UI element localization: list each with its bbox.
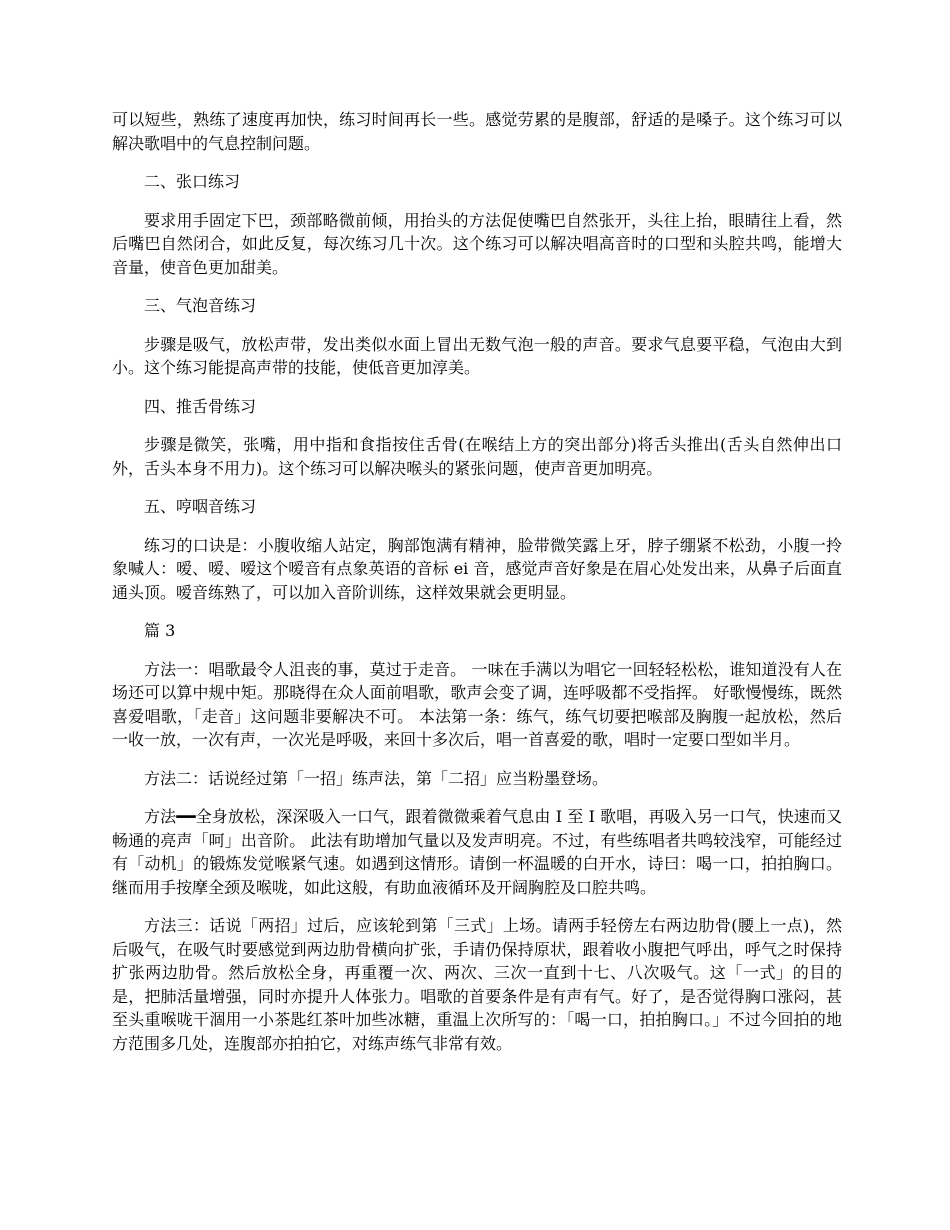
paragraph-method-three: 方法三：话说「两招」过后，应该轮到第「三式」上场。请两手轻傍左右两边肋骨(腰上一点)，然后吸气，在吸气时要感觉到两边肋骨横向扩张，手请仍保持原状，跟着收小腹把气呼出，呼气之时保持扩张两边肋骨。然后放松全身，再重覆一次、两次、三次一直到十七、八次吸气。这「一式」的目的是，把肺活量增强，同时亦提升人体张力。唱歌的首要条件是有声有气。好了，是否觉得胸口涨闷，甚至头重喉咙干涸用一小茶匙红茶叶加些冰糖，重温上次所写的：「喝一口，拍拍胸口。」不过今回拍的地方范围多几处，连腹部亦拍拍它，对练声练气非常有效。 <box>112 916 842 1053</box>
paragraph-vocal-fry: 步骤是吸气，放松声带，发出类似水面上冒出无数气泡一般的声音。要求气息要平稳，气泡由大到小。这个练习能提高声带的技能，使低音更加淳美。 <box>112 334 842 377</box>
paragraph-humming: 练习的口诀是：小腹收缩人站定，胸部饱满有精神，脸带微笑露上牙，脖子绷紧不松劲，小腹一拎象喊人：嗳、嗳、嗳这个嗳音有点象英语的音标 ei 音，感觉声音好象是在眉心处发出来，从鼻子后面直通头顶。嗳音练熟了，可以加入音阶训练，这样效果就会更明显。 <box>112 535 842 602</box>
paragraph-breath-control-end: 可以短些，熟练了速度再加快，练习时间再长一些。感觉劳累的是腹部，舒适的是嗓子。这个练习可以解决歌唱中的气息控制问题。 <box>112 110 842 153</box>
heading-part-3: 篇 3 <box>144 621 176 640</box>
heading-humming-exercise: 五、哼咽音练习 <box>144 497 257 516</box>
paragraph-method-detail: 方法━━全身放松，深深吸入一口气，跟着微微乘着气息由 I 至 I 歌唱，再吸入另一口气，快速而又畅通的亮声「呵」出音阶。 此法有助增加气量以及发声明亮。不过，有些练唱者共鸣较浅窄，可能经过有「动机」的锻炼发觉喉紧气速。如遇到这情形。请倒一杯温暖的白开水，诗曰：喝一口，拍拍胸口。继而用手按摩全颈及喉咙，如此这般，有助血液循环及开阔胸腔及口腔共鸣。 <box>112 807 842 897</box>
heading-vocal-fry-exercise: 三、气泡音练习 <box>144 296 257 315</box>
paragraph-method-two: 方法二：话说经过第「一招」练声法，第「二招」应当粉墨登场。 <box>144 768 609 788</box>
paragraph-mouth-opening: 要求用手固定下巴，颈部略微前倾，用抬头的方法促使嘴巴自然张开，头往上抬，眼睛往上看，然后嘴巴自然闭合，如此反复，每次练习几十次。这个练习可以解决唱高音时的口型和头腔共鸣，能增大音量，使音色更加甜美。 <box>112 210 842 277</box>
paragraph-hyoid-push: 步骤是微笑，张嘴，用中指和食指按住舌骨(在喉结上方的突出部分)将舌头推出(舌头自然伸出口外，舌头本身不用力)。这个练习可以解决喉头的紧张问题，使声音更加明亮。 <box>112 435 842 478</box>
document-body <box>112 108 842 1070</box>
heading-mouth-opening-exercise: 二、张口练习 <box>144 172 241 191</box>
heading-hyoid-push-exercise: 四、推舌骨练习 <box>144 396 257 416</box>
paragraph-method-one: 方法一：唱歌最令人沮丧的事，莫过于走音。 一味在手满以为唱它一回轻轻松松，谁知道没有人在场还可以算中规中矩。那晓得在众人面前唱歌，歌声会变了调，连呼吸都不受指挥。 好歌慢慢练，既然喜爱唱歌，「走音」这问题非要解决不可。 本法第一条：练气，练气切要把喉部及胸腹一起放松，然后一收一放，一次有声，一次光是呼吸，来回十多次后，唱一首喜爱的歌，唱时一定要口型如半月。 <box>112 659 842 749</box>
